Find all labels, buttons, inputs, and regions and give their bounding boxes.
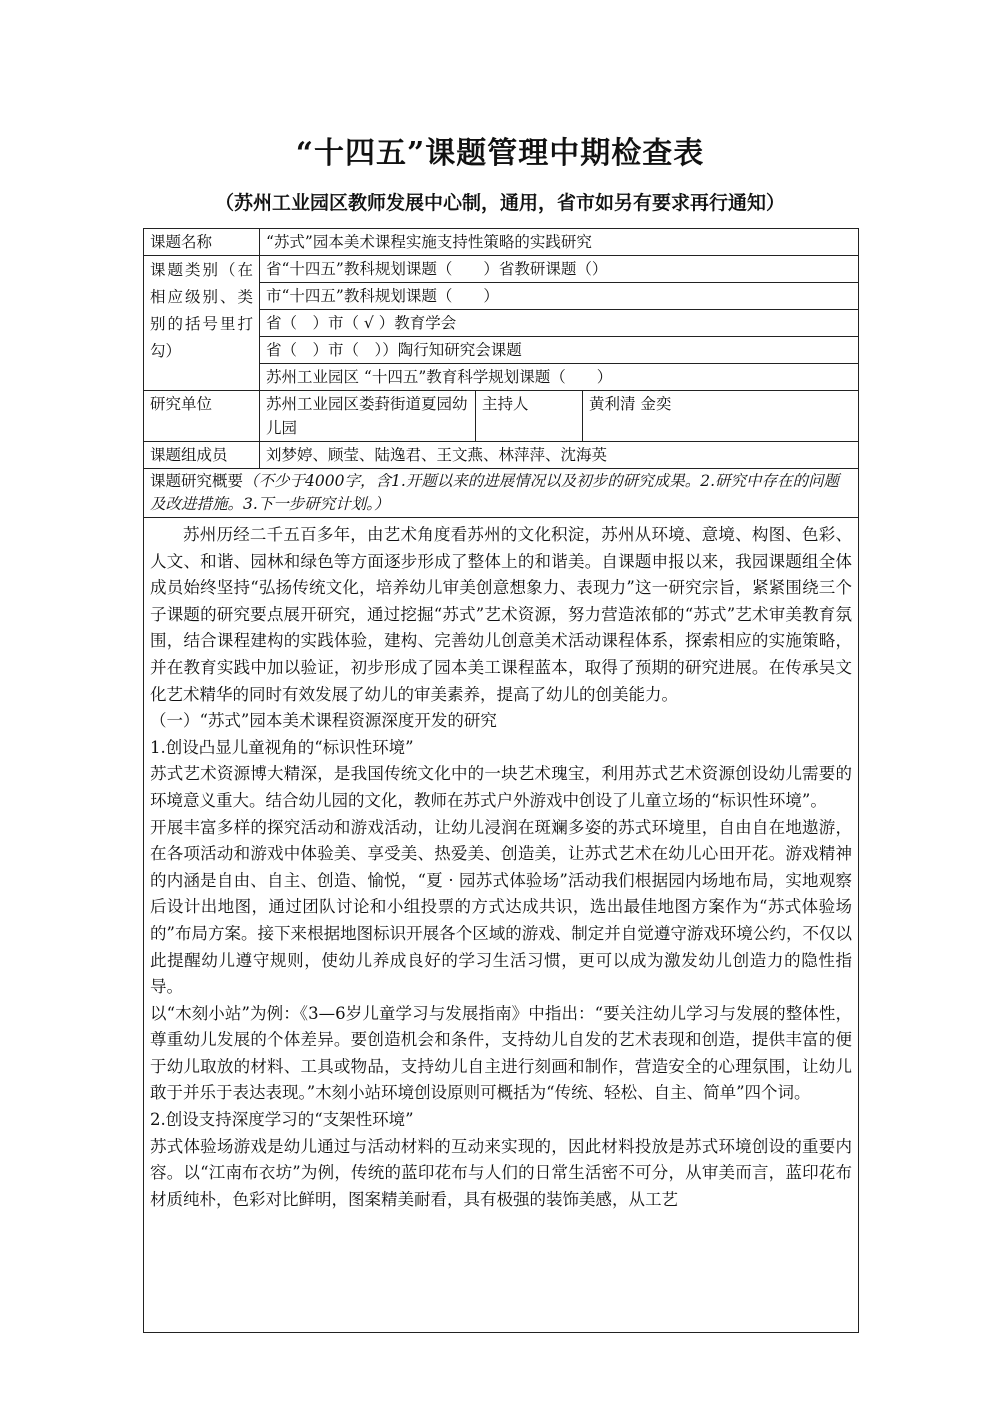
summary-label: 课题研究概要 bbox=[150, 472, 244, 490]
category-option-1: 省“十四五”教科规划课题（ ）省教研课题（） bbox=[260, 256, 859, 283]
research-unit-value: 苏州工业园区娄葑街道夏园幼儿园 bbox=[260, 391, 476, 442]
subsection-heading-1: 1.创设凸显儿童视角的“标识性环境” bbox=[150, 737, 414, 757]
paragraph-5: 苏式体验场游戏是幼儿通过与活动材料的互动来实现的，因此材料投放是苏式环境创设的重要内容。以“江南布衣坊”为例，传统的蓝印花布与人们的日常生活密不可分，从审美而言，蓝印花布材质纯朴，色彩对比鲜明，图案精美耐看，具有极强的装饰美感，从工艺 bbox=[150, 1136, 852, 1209]
row-research-unit bbox=[144, 391, 859, 442]
subsection-heading-2: 2.创设支持深度学习的“支架性环境” bbox=[150, 1110, 414, 1130]
paragraph-4: 以“木刻小站”为例：《3—6岁儿童学习与发展指南》中指出：“要关注幼儿学习与发展的整体性，尊重幼儿发展的个体差异。要创造机会和条件，支持幼儿自发的艺术表现和创造，提供丰富的便于幼儿取放的材料、工具或物品，支持幼儿自主进行刻画和制作，营造安全的心理氛围，让幼儿敢于并乐于表达表现。”木刻小站环境创设原则可概括为“传统、轻松、自主、简单”四个词。 bbox=[150, 1003, 852, 1103]
category-option-2: 市“十四五”教科规划课题（ ） bbox=[260, 283, 859, 310]
host-value: 黄利清 金奕 bbox=[583, 391, 859, 442]
page-title: “十四五”课题管理中期检查表 bbox=[295, 136, 705, 171]
members-value: 刘梦婷、顾莹、陆逸君、王文燕、林萍萍、沈海英 bbox=[260, 442, 859, 469]
paragraph-intro: 苏州历经二千五百多年，由艺术角度看苏州的文化积淀，苏州从环境、意境、构图、色彩、人文、和谐、园林和绿色等方面逐步形成了整体上的和谐美。自课题申报以来，我园课题组全体成员始终坚持“弘扬传统文化，培养幼儿审美创意想象力、表现力”这一研究宗旨，紧紧围绕三个子课题的研究要点展开研究，通过挖掘“苏式”艺术资源，努力营造浓郁的“苏式”艺术审美教育氛围，结合课程建构的实践体验，建构、完善幼儿创意美术活动课程体系，探索相应的实施策略，并在教育实践中加以验证，初步形成了园本美工课程蓝本，取得了预期的研究进展。在传承吴文化艺术精华的同时有效发展了幼儿的审美素养，提高了幼儿的创美能力。 bbox=[150, 525, 852, 704]
row-summary-body bbox=[144, 518, 859, 1333]
row-category-1 bbox=[144, 256, 859, 283]
paragraph-3: 开展丰富多样的探究活动和游戏活动，让幼儿浸润在斑斓多姿的苏式环境里，自由自在地遨游，在各项活动和游戏中体验美、享受美、热爱美、创造美，让苏式艺术在幼儿心田开花。游戏精神的内涵是自由、自主、创造、愉悦，“夏 · 园苏式体验场”活动我们根据园内场地布局，实地观察后设计出地图，通过团队讨论和小组投票的方式达成共识，选出最佳地图方案作为“苏式体验场的”布局方案。接下来根据地图标识开展各个区域的游戏、制定并自觉遵守游戏环境公约，不仅以此提醒幼儿遵守规则，使幼儿养成良好的学习生活习惯，更可以成为激发幼儿创造力的隐性指导。 bbox=[150, 817, 852, 997]
row-project-name bbox=[144, 229, 859, 256]
row-members bbox=[144, 442, 859, 469]
category-option-3: 省（ ）市（ √ ）教育学会 bbox=[260, 310, 859, 337]
project-name-value: “苏式”园本美术课程实施支持性策略的实践研究 bbox=[260, 229, 859, 256]
category-label: 课题类别（在相应级别、类别的括号里打勾） bbox=[144, 256, 260, 391]
summary-body bbox=[144, 518, 859, 1333]
project-name-label: 课题名称 bbox=[144, 229, 260, 256]
summary-header bbox=[144, 469, 859, 518]
research-unit-label: 研究单位 bbox=[144, 391, 260, 442]
category-option-5: 苏州工业园区 “十四五”教育科学规划课题（ ） bbox=[260, 364, 859, 391]
section-heading-1: （一）“苏式”园本美术课程资源深度开发的研究 bbox=[150, 711, 497, 731]
members-label: 课题组成员 bbox=[144, 442, 260, 469]
midterm-check-form bbox=[143, 228, 859, 1333]
category-option-4: 省（ ）市（ ））陶行知研究会课题 bbox=[260, 337, 859, 364]
paragraph-2: 苏式艺术资源博大精深，是我国传统文化中的一块艺术瑰宝，利用苏式艺术资源创设幼儿需要的环境意义重大。结合幼儿园的文化，教师在苏式户外游戏中创设了儿童立场的“标识性环境”。 bbox=[150, 764, 852, 810]
host-label: 主持人 bbox=[476, 391, 583, 442]
page-subtitle: （苏州工业园区教师发展中心制，通用，省市如另有要求再行通知） bbox=[214, 192, 785, 214]
row-summary-head bbox=[144, 469, 859, 518]
summary-note: （不少于4000字，含1.开题以来的进展情况以及初步的研究成果。2.研究中存在的问题及改进措施。3.下一步研究计划。） bbox=[150, 472, 840, 513]
